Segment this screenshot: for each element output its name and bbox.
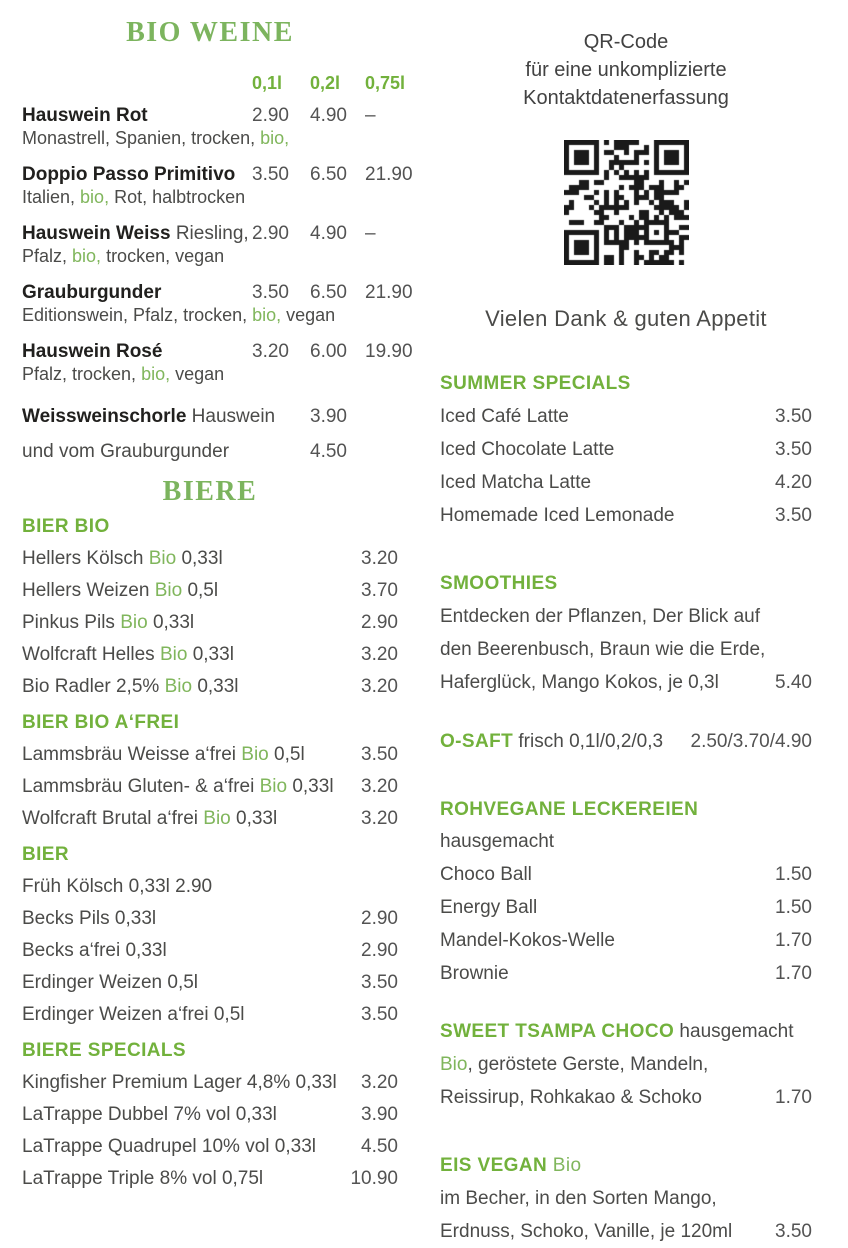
menu-item-price: 1.70 xyxy=(775,963,812,984)
wine-size-header-075l: 0,75l xyxy=(365,73,406,93)
wine-item-name xyxy=(22,104,252,127)
wine-desc-text-after: trocken, vegan xyxy=(101,246,225,266)
qr-caption-line: Kontaktdatenerfassung xyxy=(523,87,729,109)
smoothies-header: SMOOTHIES xyxy=(440,573,558,594)
beer-item xyxy=(22,607,398,639)
wine-price-01l: 2.90 xyxy=(252,223,289,244)
wine-item xyxy=(22,222,398,268)
osaft-header: O-SAFT xyxy=(440,731,514,752)
rohvegane-header: ROHVEGANE LECKEREIEN xyxy=(440,799,699,820)
beer-item-name xyxy=(22,903,156,935)
smoothies-last-line xyxy=(440,666,812,699)
beer-item-price: 3.70 xyxy=(361,580,398,601)
rohvegane-header-suffix: hausgemacht xyxy=(440,831,555,852)
beer-item-text: Hellers Kölsch xyxy=(22,548,149,569)
beer-item-bio-label: Bio xyxy=(154,580,183,601)
tsampa-price: 1.70 xyxy=(775,1087,812,1108)
beer-item-text: Erdinger Weizen a‘frei 0,5l xyxy=(22,1004,245,1025)
beer-item xyxy=(22,1131,398,1163)
qr-caption-line: für eine unkomplizierte xyxy=(525,59,727,81)
wine-item xyxy=(22,104,398,150)
menu-item xyxy=(440,858,812,891)
beer-item-price: 2.90 xyxy=(361,612,398,633)
wine-item-name xyxy=(22,222,252,245)
beer-item-text: Becks Pils 0,33l xyxy=(22,908,157,929)
beer-item-name xyxy=(22,543,223,575)
beer-item xyxy=(22,543,398,575)
smoothies-price: 5.40 xyxy=(775,672,812,693)
beer-item-price: 3.50 xyxy=(361,744,398,765)
qr-caption xyxy=(440,28,812,112)
wine-item-price-row xyxy=(22,104,398,127)
menu-item-name: Iced Café Latte xyxy=(440,406,569,427)
tsampa-last-line xyxy=(440,1081,812,1114)
beer-item-name xyxy=(22,1131,316,1163)
rohvegane-items xyxy=(440,858,812,990)
beer-item-price: 4.50 xyxy=(361,1136,398,1157)
wine-item-price-row xyxy=(22,340,413,363)
beer-item xyxy=(22,935,398,967)
beer-item-text: Hellers Weizen xyxy=(22,580,155,601)
schorle-item-price: 3.90 xyxy=(310,406,347,427)
menu-item-name: Energy Ball xyxy=(440,897,538,918)
beer-item-price: 2.90 xyxy=(361,908,398,929)
beer-item-bio-label: Bio xyxy=(203,808,231,829)
wine-item xyxy=(22,281,413,327)
beer-item-bio-label: Bio xyxy=(159,644,188,665)
menu-item xyxy=(440,466,812,499)
beer-item-text: Lammsbräu Weisse a‘frei xyxy=(22,744,242,765)
wine-item-name-bold: Hauswein Weiss xyxy=(22,223,171,244)
menu-item xyxy=(440,924,812,957)
schorle-item xyxy=(22,434,398,469)
beer-item-name xyxy=(22,607,194,639)
menu-item-name: Brownie xyxy=(440,963,509,984)
beer-item-text: Wolfcraft Helles xyxy=(22,644,160,665)
beer-item xyxy=(22,903,398,935)
beer-item-size: 0,33l xyxy=(287,776,334,797)
menu-item xyxy=(440,957,812,990)
wine-item-name-suffix: Riesling, xyxy=(170,223,249,244)
menu-item-name: Homemade Iced Lemonade xyxy=(440,505,675,526)
right-column xyxy=(440,0,812,1248)
beer-item-name xyxy=(22,999,244,1031)
summer-specials-section xyxy=(440,368,812,532)
beer-section-title: BIERE xyxy=(162,476,258,507)
tsampa-section xyxy=(440,1016,812,1114)
beer-section-bio-items xyxy=(22,543,398,703)
wine-price-02l: 6.50 xyxy=(310,164,347,185)
beer-section-bio-afrei-header: BIER BIO A‘FREI xyxy=(22,712,180,733)
beer-item xyxy=(22,739,398,771)
menu-item-price: 3.50 xyxy=(775,505,812,526)
beer-section-bio-afrei xyxy=(22,707,398,835)
wine-item xyxy=(22,340,413,386)
beer-item xyxy=(22,999,398,1031)
wine-item-price-row xyxy=(22,222,398,245)
beer-item-price: 3.20 xyxy=(361,776,398,797)
wine-price-02l: 4.90 xyxy=(310,105,347,126)
beer-item-price: 2.90 xyxy=(361,940,398,961)
tsampa-ingredients: , geröstete Gerste, Mandeln, xyxy=(467,1054,709,1075)
menu-item-price: 3.50 xyxy=(775,439,812,460)
beer-item-price: 3.20 xyxy=(361,808,398,829)
eis-vegan-header-row xyxy=(440,1150,812,1182)
menu-item-name: Iced Matcha Latte xyxy=(440,472,592,493)
osaft-label xyxy=(440,725,663,758)
wine-price-075l: – xyxy=(365,223,376,244)
beer-item xyxy=(22,575,398,607)
tsampa-bio-label: Bio xyxy=(440,1054,468,1075)
beer-item-text: Becks a‘frei 0,33l xyxy=(22,940,167,961)
menu-item xyxy=(440,499,812,532)
beer-item-bio-label: Bio xyxy=(259,776,288,797)
beer-item-name xyxy=(22,671,239,703)
beer-item-name xyxy=(22,803,277,835)
wine-price-01l: 3.50 xyxy=(252,282,289,303)
schorle-item-name xyxy=(22,399,310,434)
beer-item xyxy=(22,1099,398,1131)
beer-item xyxy=(22,1163,398,1195)
tsampa-header: SWEET TSAMPA CHOCO xyxy=(440,1021,675,1042)
wine-desc-text-after: Rot, halbtrocken xyxy=(109,187,246,207)
beer-item-text: LaTrappe Dubbel 7% vol 0,33l xyxy=(22,1104,277,1125)
beer-item-name xyxy=(22,1099,277,1131)
beer-section-bio-header: BIER BIO xyxy=(22,516,110,537)
beer-item-name xyxy=(22,639,234,671)
tsampa-header-suffix: hausgemacht xyxy=(674,1021,794,1042)
wine-price-01l: 3.50 xyxy=(252,164,289,185)
tsampa-ingredients-2: Reissirup, Rohkakao & Schoko xyxy=(440,1087,702,1108)
wine-item-description xyxy=(22,186,398,209)
eis-vegan-header: EIS VEGAN xyxy=(440,1155,548,1176)
beer-item xyxy=(22,967,398,999)
beer-section-bier-items xyxy=(22,871,398,1031)
beer-item-text: Pinkus Pils xyxy=(22,612,121,633)
wine-item-price-row xyxy=(22,163,413,186)
beer-section-bio-afrei-items xyxy=(22,739,398,835)
schorle-item-name-rest: Hauswein xyxy=(186,406,276,427)
eis-vegan-bio-label: Bio xyxy=(547,1155,582,1176)
wine-item xyxy=(22,163,413,209)
beer-item-price: 3.20 xyxy=(361,548,398,569)
beer-item-price: 3.50 xyxy=(361,1004,398,1025)
menu-item-price: 1.50 xyxy=(775,897,812,918)
beer-item xyxy=(22,1067,398,1099)
beer-item-text: Bio Radler 2,5% xyxy=(22,676,165,697)
qr-code-container xyxy=(440,140,812,270)
beer-item-size: 0,33l xyxy=(147,612,195,633)
schorle-item xyxy=(22,399,398,434)
beer-item-price: 3.20 xyxy=(361,1072,398,1093)
menu-item-name: Mandel-Kokos-Welle xyxy=(440,930,615,951)
osaft-section xyxy=(440,725,812,758)
menu-item-name: Iced Chocolate Latte xyxy=(440,439,615,460)
wine-item-name-bold: Doppio Passo Primitivo xyxy=(22,164,236,185)
wine-desc-bio-label: bio, xyxy=(80,187,110,207)
wine-desc-bio-label: bio, xyxy=(72,246,102,266)
wine-item-description xyxy=(22,304,398,327)
beer-section-bio xyxy=(22,511,398,703)
beer-item-name xyxy=(22,575,218,607)
beer-item-price: 3.20 xyxy=(361,676,398,697)
osaft-row xyxy=(440,725,812,758)
tsampa-header-row xyxy=(440,1016,812,1048)
tsampa-description-line xyxy=(440,1048,812,1081)
eis-vegan-flavors: Erdnuss, Schoko, Vanille, je 120ml xyxy=(440,1221,733,1242)
wine-section-title: BIO WEINE xyxy=(126,17,294,48)
osaft-prices: 2.50/3.70/4.90 xyxy=(690,731,812,752)
beer-section-bier-header: BIER xyxy=(22,844,69,865)
wine-item-description xyxy=(22,127,398,150)
wine-desc-text: Monastrell, Spanien, trocken, xyxy=(22,128,261,148)
beer-item-text: Kingfisher Premium Lager 4,8% 0,33l xyxy=(22,1072,337,1093)
beer-item-text: LaTrappe Triple 8% vol 0,75l xyxy=(22,1168,264,1189)
beer-section-specials-items xyxy=(22,1067,398,1195)
beer-section-bier xyxy=(22,839,398,1031)
beer-item-price: 3.90 xyxy=(361,1104,398,1125)
schorle-item-name xyxy=(22,434,310,469)
wine-desc-text: Pfalz, xyxy=(22,246,73,266)
wine-price-02l: 6.00 xyxy=(310,341,347,362)
wine-desc-text: Italien, xyxy=(22,187,81,207)
qr-code xyxy=(564,140,689,265)
menu-item xyxy=(440,400,812,433)
menu-item xyxy=(440,433,812,466)
beer-item-price: 10.90 xyxy=(350,1168,398,1189)
wine-size-header-02l: 0,2l xyxy=(310,73,341,93)
beer-item-name xyxy=(22,1163,263,1195)
wine-desc-bio-label: bio, xyxy=(260,128,290,148)
wine-item-description xyxy=(22,245,398,268)
wine-desc-text-after: vegan xyxy=(170,364,225,384)
wine-price-02l: 4.90 xyxy=(310,223,347,244)
summer-specials-header: SUMMER SPECIALS xyxy=(440,373,631,394)
beer-item-bio-label: Bio xyxy=(148,548,177,569)
wine-desc-text: Editionswein, Pfalz, trocken, xyxy=(22,305,253,325)
beer-item-name xyxy=(22,935,167,967)
schorle-item-price: 4.50 xyxy=(310,441,347,462)
beer-item-size: 0,33l xyxy=(176,548,223,569)
thanks-message: Vielen Dank & guten Appetit xyxy=(485,306,767,331)
wine-item-name xyxy=(22,340,252,363)
smoothies-description-line: Entdecken der Pflanzen, Der Blick auf xyxy=(440,606,761,627)
wine-price-01l: 3.20 xyxy=(252,341,289,362)
eis-vegan-section xyxy=(440,1150,812,1248)
wine-size-header-01l: 0,1l xyxy=(252,73,283,93)
beer-item-text: Wolfcraft Brutal a‘frei xyxy=(22,808,204,829)
beer-section-specials-header: BIERE SPECIALS xyxy=(22,1040,186,1061)
wine-item-name-bold: Hauswein Rosé xyxy=(22,341,163,362)
rohvegane-header-row xyxy=(440,794,812,858)
left-column xyxy=(22,0,413,1195)
beer-item-size: 0,33l xyxy=(192,676,239,697)
schorle-item-name-rest: und vom Grauburgunder xyxy=(22,441,230,462)
beer-item-text: LaTrappe Quadrupel 10% vol 0,33l xyxy=(22,1136,316,1157)
schorle-item-name-bold: Weissweinschorle xyxy=(22,406,187,427)
beer-section-specials xyxy=(22,1035,398,1195)
menu-item-price: 1.70 xyxy=(775,930,812,951)
beer-item-name xyxy=(22,1067,337,1099)
wine-price-075l: 21.90 xyxy=(365,164,413,185)
wine-item-description xyxy=(22,363,398,386)
beer-item-name xyxy=(22,771,334,803)
menu-item-price: 4.20 xyxy=(775,472,812,493)
schorle-list xyxy=(22,399,398,469)
menu-item-price: 3.50 xyxy=(775,406,812,427)
wine-price-075l: – xyxy=(365,105,376,126)
beer-item-text: Früh Kölsch 0,33l 2.90 xyxy=(22,876,213,897)
beer-item xyxy=(22,671,398,703)
beer-item-price: 3.50 xyxy=(361,972,398,993)
beer-item-size: 0,5l xyxy=(268,744,305,765)
eis-vegan-last-line xyxy=(440,1215,812,1248)
wine-desc-text-after: vegan xyxy=(281,305,336,325)
beer-item-price: 3.20 xyxy=(361,644,398,665)
beer-item-name xyxy=(22,871,212,903)
menu-item-price: 1.50 xyxy=(775,864,812,885)
beer-item-bio-label: Bio xyxy=(164,676,193,697)
smoothies-flavors: Haferglück, Mango Kokos, je 0,3l xyxy=(440,672,719,693)
menu-item-name: Choco Ball xyxy=(440,864,532,885)
wine-item-price-row xyxy=(22,281,413,304)
wine-size-header-row xyxy=(22,72,406,94)
wine-item-name xyxy=(22,163,252,186)
beer-item-bio-label: Bio xyxy=(241,744,269,765)
wine-item-name-bold: Hauswein Rot xyxy=(22,105,148,126)
wine-desc-bio-label: bio, xyxy=(141,364,171,384)
eis-vegan-price: 3.50 xyxy=(775,1221,812,1242)
wine-list xyxy=(22,104,413,386)
wine-price-075l: 19.90 xyxy=(365,341,413,362)
beer-item-size: 0,5l xyxy=(182,580,219,601)
osaft-sizes: frisch 0,1l/0,2/0,3 xyxy=(513,731,664,752)
beer-item xyxy=(22,803,398,835)
beer-item xyxy=(22,871,398,903)
smoothies-section xyxy=(440,568,812,699)
beer-item xyxy=(22,771,398,803)
summer-specials-items xyxy=(440,400,812,532)
eis-vegan-description-line: im Becher, in den Sorten Mango, xyxy=(440,1188,717,1209)
beer-item xyxy=(22,639,398,671)
beer-item-size: 0,33l xyxy=(230,808,278,829)
beer-item-name xyxy=(22,739,305,771)
smoothies-description-line: den Beerenbusch, Braun wie die Erde, xyxy=(440,639,766,660)
menu-item xyxy=(440,891,812,924)
rohvegane-section xyxy=(440,794,812,990)
beer-item-size: 0,33l xyxy=(187,644,234,665)
qr-caption-line: QR-Code xyxy=(583,31,669,53)
wine-item-name-bold: Grauburgunder xyxy=(22,282,162,303)
wine-desc-text: Pfalz, trocken, xyxy=(22,364,142,384)
wine-price-075l: 21.90 xyxy=(365,282,413,303)
wine-price-02l: 6.50 xyxy=(310,282,347,303)
wine-price-01l: 2.90 xyxy=(252,105,289,126)
beer-item-text: Lammsbräu Gluten- & a‘frei xyxy=(22,776,260,797)
beer-item-name xyxy=(22,967,198,999)
beer-item-bio-label: Bio xyxy=(120,612,148,633)
wine-desc-bio-label: bio, xyxy=(252,305,282,325)
wine-item-name xyxy=(22,281,252,304)
beer-item-text: Erdinger Weizen 0,5l xyxy=(22,972,199,993)
